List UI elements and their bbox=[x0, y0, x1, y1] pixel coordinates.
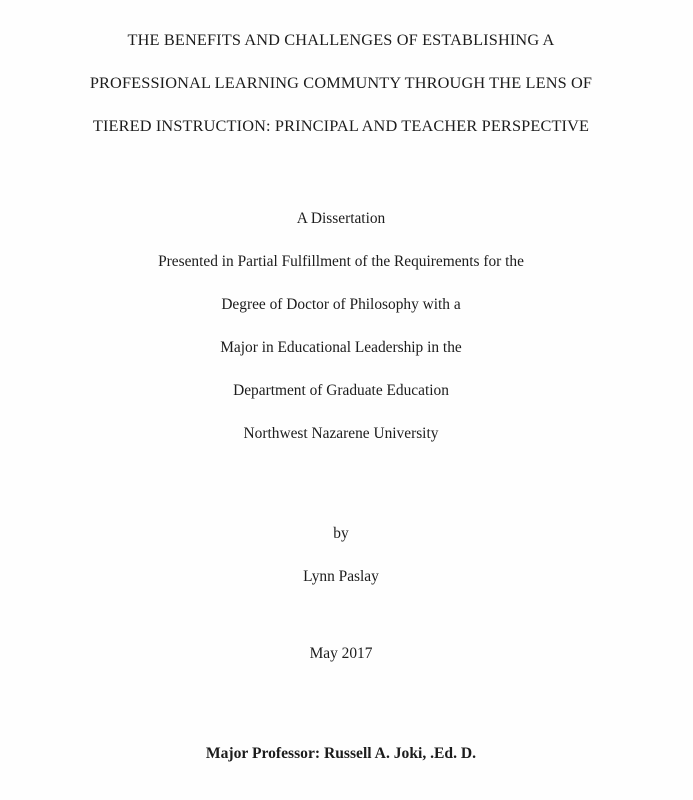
author-name: Lynn Paslay bbox=[303, 568, 379, 585]
degree-statement bbox=[0, 197, 682, 455]
statement-line-6: Northwest Nazarene University bbox=[243, 425, 439, 442]
statement-line-3: Degree of Doctor of Philosophy with a bbox=[221, 296, 461, 313]
statement-line-4: Major in Educational Leadership in the bbox=[220, 339, 462, 356]
date-block bbox=[0, 632, 682, 675]
spacer-title-to-statement bbox=[0, 147, 682, 197]
statement-line-2: Presented in Partial Fulfillment of the Requirements for the bbox=[158, 253, 524, 270]
title-line-2: PROFESSIONAL LEARNING COMMUNTY THROUGH THE LENS OF bbox=[89, 73, 593, 92]
dissertation-title bbox=[0, 18, 682, 147]
statement-line-5: Department of Graduate Education bbox=[233, 382, 449, 399]
major-professor-line: Major Professor: Russell A. Joki, .Ed. D. bbox=[205, 745, 477, 762]
publication-date: May 2017 bbox=[309, 645, 373, 662]
title-line-1: THE BENEFITS AND CHALLENGES OF ESTABLISHING A bbox=[127, 30, 555, 49]
title-line-3: TIERED INSTRUCTION: PRINCIPAL AND TEACHER PERSPECTIVE bbox=[92, 116, 590, 135]
statement-line-1: A Dissertation bbox=[296, 210, 386, 227]
spacer-date-to-advisor bbox=[0, 675, 682, 735]
spacer-author-to-date bbox=[0, 598, 682, 632]
byline-label: by bbox=[333, 525, 349, 542]
author-block bbox=[0, 512, 682, 598]
spacer-statement-to-author bbox=[0, 455, 682, 512]
